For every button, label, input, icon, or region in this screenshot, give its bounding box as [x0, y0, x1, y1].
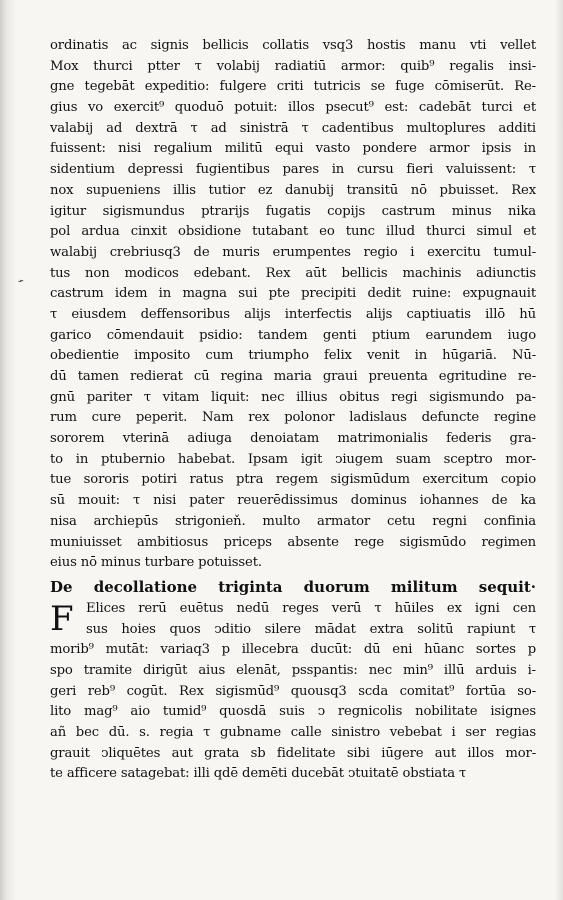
text-line: valabij ad dextrā τ ad sinistrā τ cadentibus multoplures additi [50, 120, 536, 136]
text-column [50, 36, 536, 785]
text-line: spo tramite dirigūt aius elenāt, psspantis: nec min⁹ illū arduis i- [50, 662, 536, 678]
initial-letter: F [50, 598, 74, 639]
text-line: nisa archiepūs strigonieň. multo armator cetu regni confinia [50, 513, 536, 529]
text-line: to in ptubernio habebat. Ipsam igit ↄiugem suam sceptro mor- [50, 451, 536, 467]
text-line: dū tamen redierat cū regina maria graui preuenta egritudine re- [50, 369, 536, 384]
paragraph-2 [50, 599, 536, 785]
text-line: te afficere satagebat: illi qdē demēti ducebāt ↄtuitatē obstiata τ [50, 766, 467, 782]
paragraph-2-lines [50, 599, 536, 785]
chapter-heading: De decollatione triginta duorum militum sequit· [50, 577, 536, 596]
text-line: walabij crebriusq3 de muris erumpentes regio i exercitu tumul- [50, 244, 536, 260]
text-line: pol ardua cinxit obsidione tutabant eo tunc illud thurci simul et [50, 224, 536, 240]
text-line: añ bec dū. s. regia τ gubname calle sinistro vebebat i ser regias [50, 725, 536, 740]
text-line: muniuisset ambitiosus priceps absente rege sigismūdo regimen [50, 534, 536, 550]
text-line: rum cure peperit. Nam rex polonor ladislaus defuncte regine [50, 410, 536, 426]
page-edge [555, 0, 563, 900]
text-line: gius vo exercit⁹ quoduō potuit: illos psecut⁹ est: cadebāt turci et [50, 100, 536, 116]
text-line: sororem vterinā adiuga denoiatam matrimonialis federis gra- [50, 431, 536, 447]
text-line: castrum idem in magna sui pte precipiti dedit ruine: expugnauit [50, 286, 536, 302]
text-line: τ eiusdem deffensoribus alijs interfectis alijs captiuatis illō hū [50, 306, 536, 322]
text-line: gnū pariter τ vitam liquit: nec illius obitus regi sigismundo pa- [50, 389, 536, 405]
text-line: garico cōmendauit psidio: tandem genti ptium earundem iugo [50, 327, 536, 343]
text-line: gne tegebāt expeditio: fulgere criti tutricis se fuge cōmiserūt. Re- [50, 79, 536, 95]
text-line: sus hoies quos ↄditio silere mādat extra solitū rapiunt τ [86, 621, 536, 637]
paragraph-1 [50, 36, 536, 574]
text-line: grauit ↄliquētes aut grata sb fidelitate sibi iūgere aut illos mor- [50, 745, 536, 761]
margin-annotation-mark: ⌁ [16, 275, 26, 288]
text-line: ordinatis ac signis bellicis collatis vsq3 hostis manu vti vellet [50, 38, 536, 53]
text-line: morib⁹ mutāt: variaq3 p illecebra ducūt: dū eni hūanc sortes p [50, 642, 536, 658]
text-line: Elices rerū euētus nedū reges verū τ hūiles ex igni cen [86, 600, 536, 616]
text-line: tus non modicos edebant. Rex aūt bellicis machinis adiunctis [50, 265, 536, 281]
text-line: geri reb⁹ cogūt. Rex sigismūd⁹ quousq3 scda comitat⁹ fortūa so- [50, 683, 536, 699]
text-line: sū mouit: τ nisi pater reuerēdissimus dominus iohannes de ka [50, 493, 536, 509]
page-gutter-shadow [0, 0, 16, 900]
text-line: fuissent: nisi regalium militū equi vasto pondere armor ipsis in [50, 141, 536, 157]
text-line: sidentium depressi fugientibus pares in cursu fieri valuissent: τ [50, 162, 536, 178]
text-line: obedientie imposito cum triumpho felix venit in hūgariā. Nū- [50, 348, 536, 364]
text-line: Mox thurci ptter τ volabij radiatiū armor: quib⁹ regalis insi- [50, 58, 536, 74]
text-line: tue sororis potiri ratus ptra regem sigismūdum exercitum copio [50, 472, 536, 488]
text-line: lito mag⁹ aio tumid⁹ quosdā suis ↄ regnicolis nobilitate isignes [50, 704, 536, 720]
text-line: nox supueniens illis tutior ez danubij transitū nō pbuisset. Rex [50, 182, 536, 198]
text-line: igitur sigismundus ptrarijs fugatis copijs castrum minus nika [50, 203, 536, 219]
text-line: eius nō minus turbare potuisset. [50, 555, 262, 571]
